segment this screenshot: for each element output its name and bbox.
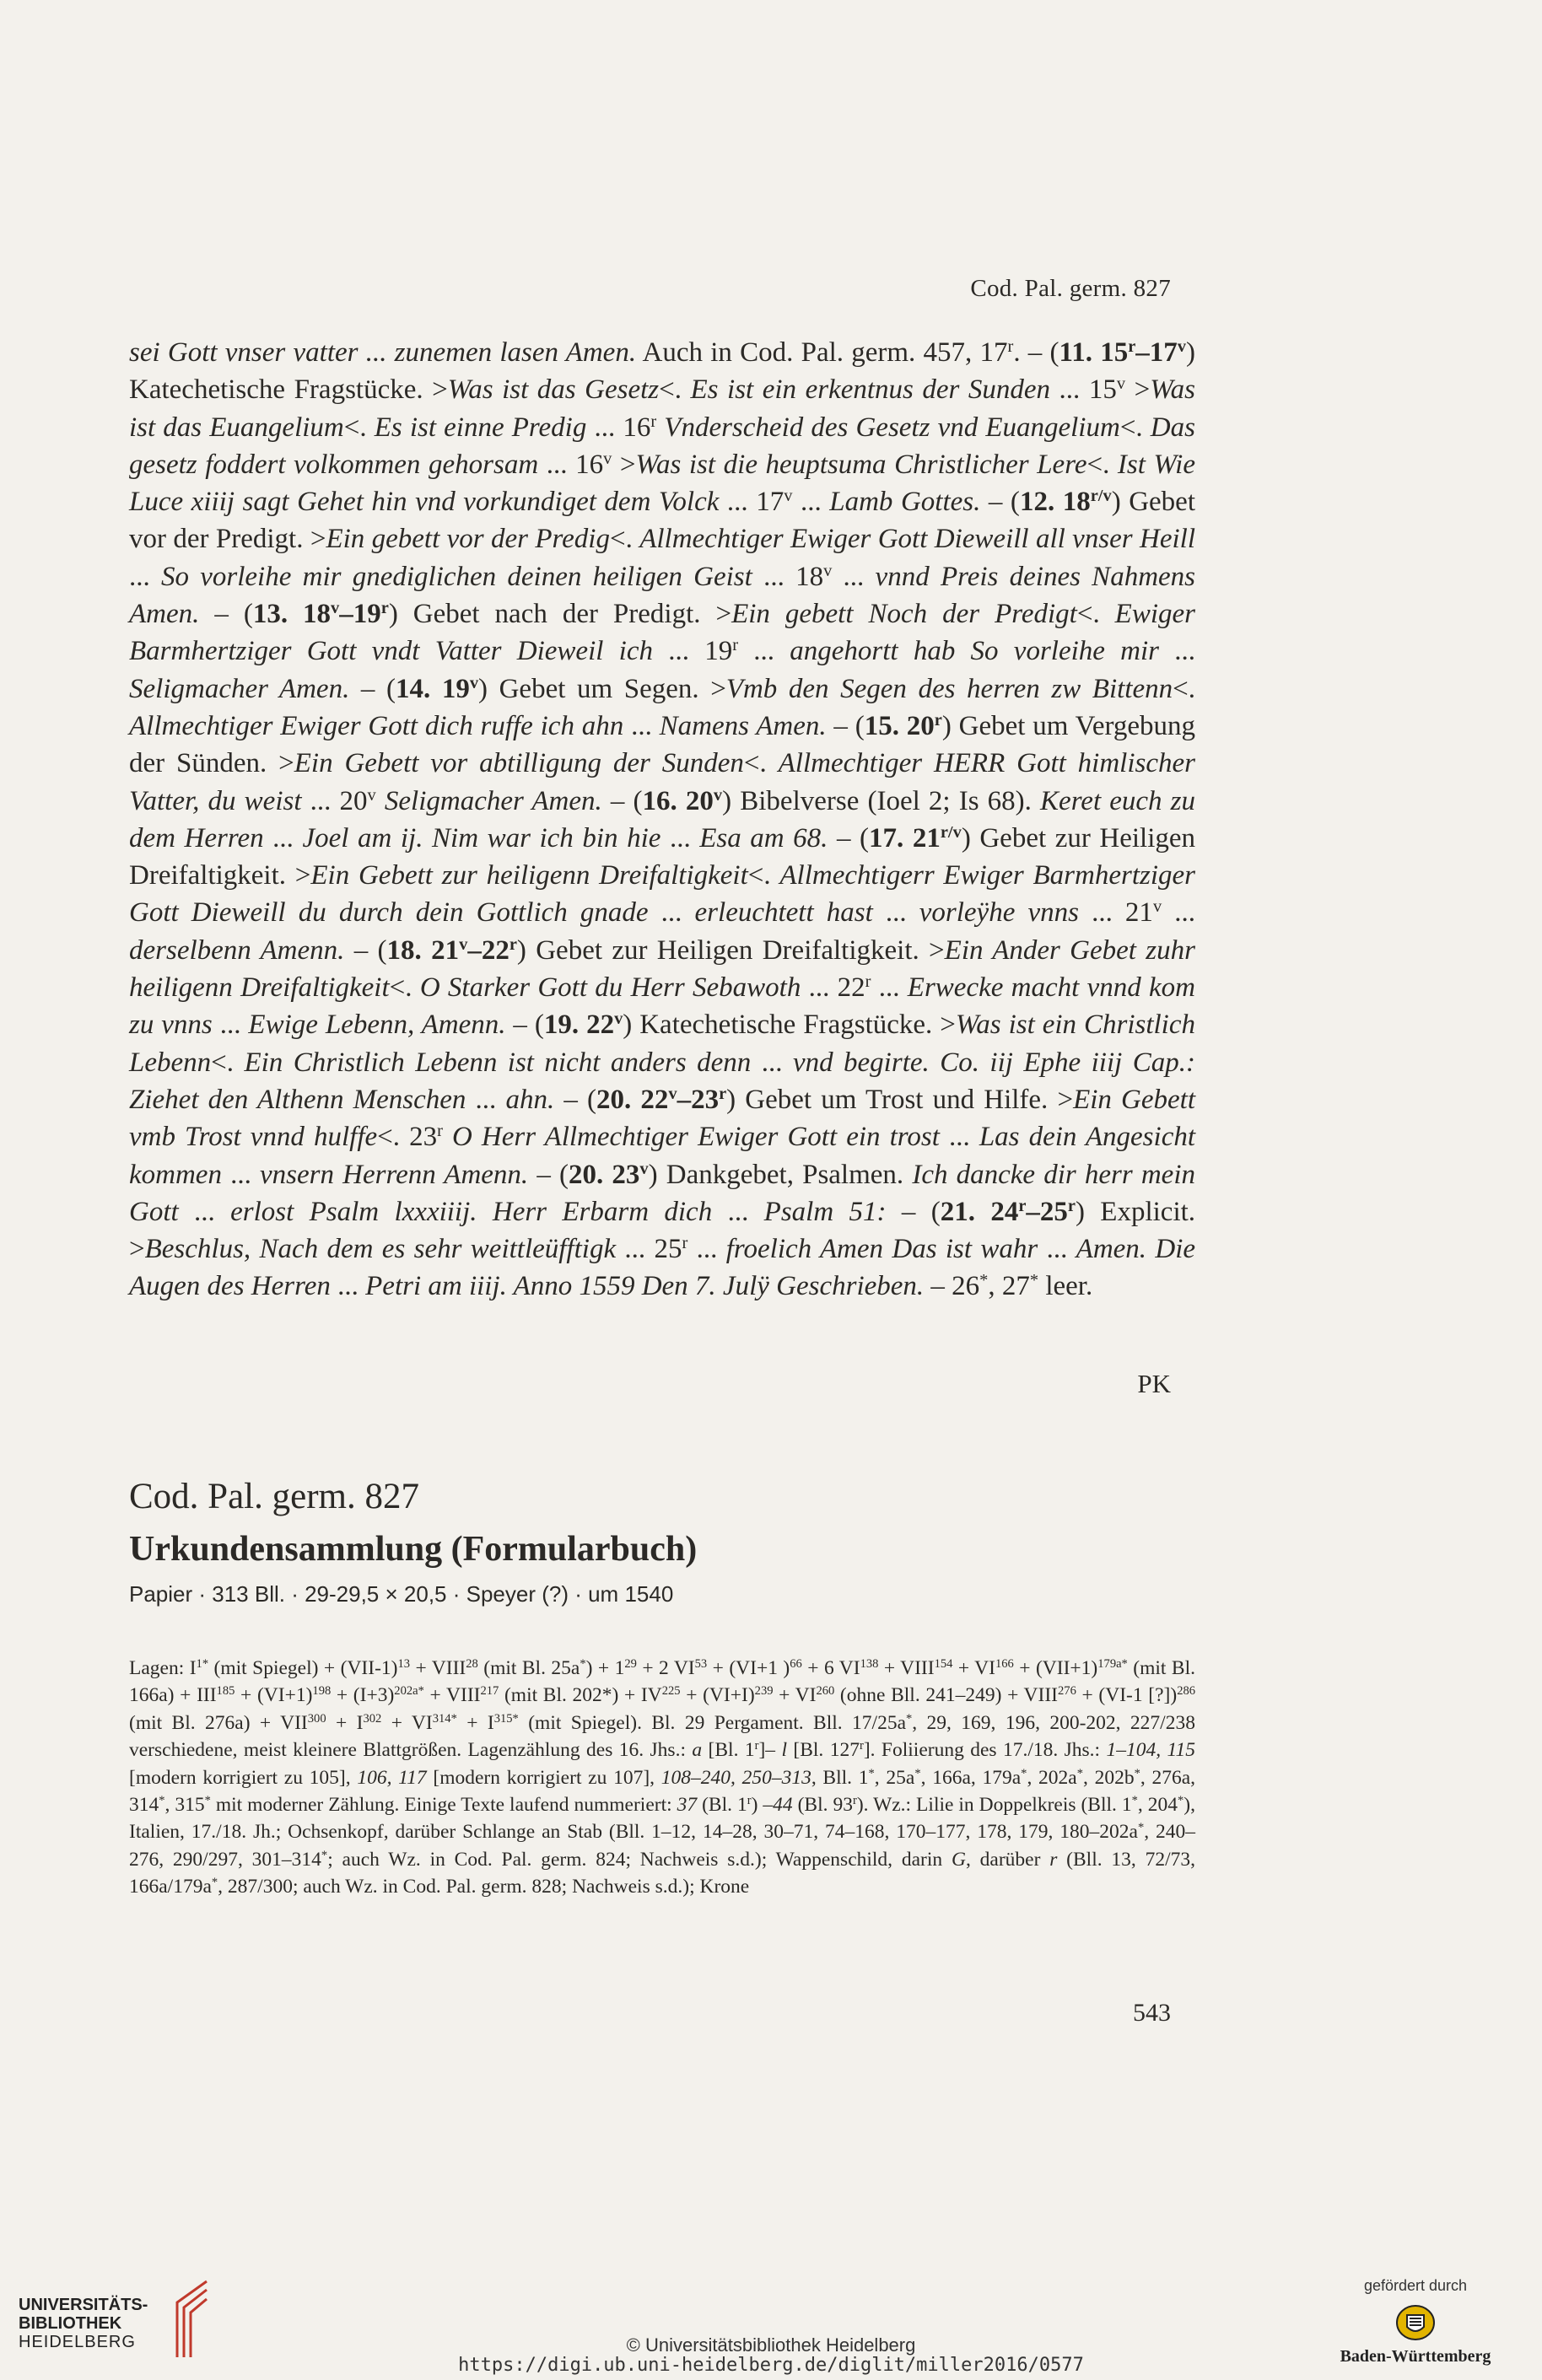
page-number: 543 xyxy=(1133,1999,1171,2027)
funder-label: gefördert durch xyxy=(1363,2277,1468,2294)
coat-of-arms-icon xyxy=(1394,2303,1437,2342)
running-head: Cod. Pal. germ. 827 xyxy=(970,275,1171,302)
source-url-link[interactable]: https://digi.ub.uni-heidelberg.de/diglit/miller2016/0577 xyxy=(458,2355,1084,2376)
codicology-text: Lagen: $I^{1*}$ (mit Spiegel) + $(VII-1)^{13}$ + $VIII^{28}$ (mit Bl. $25a^*) + 1^{29} + 2$ $VI^{53} + (VI+1$ )$^{66}$ + 6 $VI^{138}$ + $VIII^{154} + VI^{166} + (VII+1)^{179a*}$ (mit Bl. $166a) + III^{185} + (VI+1)^{198} + (I+3)^{202a*}$ + $VIII^{217}$ (mit Bl. $202*) + IV^{225} + (VI+I)^{239} + VI^{260}$ (ohne Bll. $241-249) + VIII^{276} + (VI-1$ [?])$^{286}$ (mit Bl. $276a) + VII^{300} + I^{302} + VI^{314*} + I^{315*}$ (mit Spiegel). Bl. 29 Pergament. Bll. 17/25a*, 29, 169, 196, 200-202, 227/238 verschiedene, meist kleinere Blattgrößen. Lagenzählung des 16. Jhs.: a [Bl. 1$^r$]– l [Bl. 127$^r$]. Foliierung des 17./18. Jhs.: 1–104, 115 [modern korrigiert zu 105], 106, 117 [modern korrigiert zu 107], 108–240, 250–313, Bll. 1*, 25a*, 166a, 179a*, 202a*, 202b*, 276a, 314*, 315* mit moderner Zählung. Einige Texte laufend nummeriert: 37 (Bl. 1$^r$) –44 (Bl. 93$^r$). Wz.: Lilie in Doppelkreis (Bll. 1*, 204*), Italien, 17./18. Jh.; Ochsenkopf, darüber Schlange an Stab (Bll. 1–12, 14–28, 30–71, 74–168, 170–177, 178, 179, 180–202a*, 240–276, 290/297, 301–314*; auch Wz. in Cod. Pal. germ. 824; Nachweis s.d.); Wappenschild, darin G, darüber r (Bll. 13, 72/73, 166a/179a*, 287/300; auch Wz. in Cod. Pal. germ. 828; Nachweis s.d.); Krone xyxy=(129,1657,1196,1898)
footer xyxy=(0,2243,1542,2380)
section-heading xyxy=(129,1476,1195,1607)
shelfmark-title: Cod. Pal. germ. 827 xyxy=(129,1477,419,1516)
manuscript-title: Urkundensammlung (Formularbuch) xyxy=(129,1530,698,1569)
author-initials: PK xyxy=(1137,1369,1171,1398)
funder-name: Baden-Württemberg xyxy=(1340,2347,1491,2366)
catalog-entry-paragraph: sei Gott vnser vatter ... zunemen lasen Amen. Auch in Cod. Pal. germ. 457, 17$^r$. – (11. 15$^r$–17$^v$) Katechetische Fragstücke. >Was ist das Gesetz<. Es ist ein erkentnus der Sunden ... $15^v >Was$ ist das Euangelium<. Es ist einne Predig ... 16$^r$ Vnderscheid des Gesetz vnd Euangelium<. Das gesetz foddert volkommen gehorsam ... $16^v >Was$ ist die heuptsuma Christlicher Lere<. Ist Wie Luce xiiij sagt Gehet hin vnd vorkundiget dem Volck ... 17$^v$ ... Lamb Gottes. – (12. $18^{r/v}$) Gebet vor der Predigt. >Ein gebett vor der Predig<. Allmechtiger Ewiger Gott Dieweill all vnser Heill ... So vorleihe mir gnediglichen deinen heiligen Geist ... 18$^v$ ... vnnd Preis deines Nahmens Amen. – (13. 18$^v$–19$^r$) Gebet nach der Predigt. >Ein gebett Noch der Predigt<. Ewiger Barmhertziger Gott vndt Vatter Dieweil ich ... 19$^r$ ... angehortt hab So vorleihe mir ... Seligmacher Amen. – (14. 19$^v$) Gebet um Segen. >Vmb den Segen des herren zw Bittenn<. Allmechtiger Ewiger Gott dich ruffe ich ahn ... Namens Amen. – (15. 20$^r$) Gebet um Vergebung der Sünden. >Ein Gebett vor abtilligung der Sunden<. Allmechtiger HERR Gott himlischer Vatter, du weist ... 20$^v$ Seligmacher Amen. – (16. 20$^v$) Bibelverse (Ioel 2; Is 68). Keret euch zu dem Herren ... Joel am ij. Nim war ich bin hie ... Esa am 68. – (17. $21^{r/v}$) Gebet zur Heiligen Dreifaltigkeit. >Ein Gebett zur heiligenn Dreifaltigkeit<. Allmechtigerr Ewiger Barmhertziger Gott Dieweill du durch dein Gottlich gnade ... erleuchtett hast ... vorleÿhe vnns ... 21$^v$ ... derselbenn Amenn. – (18. 21$^v$–22$^r$) Gebet zur Heiligen Dreifaltigkeit. >Ein Ander Gebet zuhr heiligenn Dreifaltigkeit<. O Starker Gott du Herr Sebawoth ... 22$^r$ ... Erwecke macht vnnd kom zu vnns ... Ewige Lebenn, Amenn. – (19. 22$^v$) Katechetische Fragstücke. >Was ist ein Christlich Lebenn<. Ein Christlich Lebenn ist nicht anders denn ... vnd begirte. Co. iij Ephe iiij Cap.: Ziehet den Althenn Menschen ... ahn. – (20. 22$^v$–23$^r$) Gebet um Trost und Hilfe. >Ein Gebett vmb Trost vnnd hulffe<. 23$^r$ O Herr Allmechtiger Ewiger Gott ein trost ... Las dein Angesicht kommen ... vnsern Herrenn Amenn. – (20. 23$^v$) Dankgebet, Psalmen. Ich dancke dir herr mein Gott ... erlost Psalm lxxxiiij. Herr Erbarm dich ... Psalm 51: – (21. 24$^r$–25$^r$) Explicit. >Beschlus, Nach dem es sehr weittleüfftigk ... 25$^r$ ... froelich Amen Das ist wahr ... Amen. Die Augen des Herren ... Petri am iiij. Anno 1559 Den 7. Julÿ Geschrieben. – 26*, 27* leer. xyxy=(129,337,1196,1302)
copyright-notice: © Universitätsbibliothek Heidelberg xyxy=(626,2334,916,2356)
funder-block xyxy=(1314,2277,1517,2367)
catalog-entry-text xyxy=(129,334,1195,1306)
codicology-paragraph xyxy=(129,1655,1195,1901)
manuscript-metadata: Papier · 313 Bll. · 29-29,5 × 20,5 · Speyer (?) · um 1540 xyxy=(129,1581,674,1607)
library-logo-text: UNIVERSITÄTS- BIBLIOTHEK HEIDELBERG xyxy=(19,2296,148,2351)
